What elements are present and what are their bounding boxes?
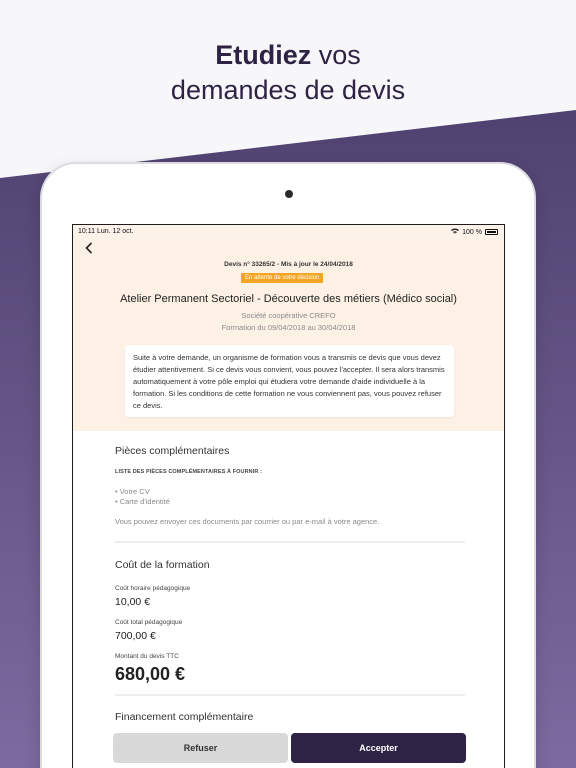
ttc-amount-value: 680,00 €: [115, 664, 186, 684]
pieces-section: [115, 445, 465, 526]
pieces-note: Vous pouvez envoyer ces documents par courrier ou par e-mail à votre agence.: [115, 517, 380, 526]
hourly-cost-value: 10,00 €: [115, 596, 151, 608]
training-period: Formation du 09/04/2018 au 30/04/2018: [221, 323, 356, 332]
headline-rest: vos: [318, 40, 361, 70]
list-item: • Carte d'identité: [115, 497, 170, 506]
accept-button[interactable]: Accepter: [291, 733, 466, 763]
cost-section: [115, 559, 465, 685]
ttc-amount-label: Montant du devis TTC: [115, 653, 179, 660]
battery-icon: [485, 229, 498, 235]
total-cost-label: Coût total pédagogique: [115, 619, 183, 626]
chevron-left-icon: [85, 241, 93, 258]
pieces-list-header: LISTE DES PIÈCES COMPLÉMENTAIRES À FOURNIR :: [115, 469, 263, 475]
status-badge: En attente de votre décision: [241, 273, 323, 283]
total-cost-value: 700,00 €: [115, 630, 156, 642]
battery-percent: 100 %: [462, 228, 482, 236]
back-button[interactable]: [85, 241, 93, 259]
device-screen: [72, 224, 505, 768]
list-item: • Votre CV: [115, 487, 150, 496]
divider: [115, 694, 465, 696]
refuse-button[interactable]: Refuser: [113, 733, 288, 763]
headline: [0, 38, 576, 108]
quote-reference: Devis n° 33265/2 - Mis à jour le 24/04/2018: [224, 261, 353, 268]
status-right: [451, 228, 498, 236]
cost-title: Coût de la formation: [115, 559, 210, 571]
quote-header: [73, 239, 504, 431]
wifi-icon: [451, 228, 459, 236]
headline-line2: demandes de devis: [170, 75, 406, 105]
pieces-title: Pièces complémentaires: [115, 445, 230, 457]
quote-title: Atelier Permanent Sectoriel - Découverte des métiers (Médico social): [120, 293, 457, 305]
hourly-cost-label: Coût horaire pédagogique: [115, 585, 191, 592]
financing-section: [115, 711, 465, 723]
action-bar: [73, 725, 504, 768]
info-box: Suite à votre demande, un organisme de formation vous a transmis ce devis que vous devez étudier attentivement. Si ce devis vous convient, vous pouvez l'accepter. Il sera alors transmis automatiquement à votre pôle emploi qui étudiera votre demande d'aide individuelle à la formation. Si les conditions de cette formation ne vous conviennent pas, vous pouvez refuser ce devis.: [125, 345, 454, 417]
financing-title: Financement complémentaire: [115, 711, 254, 723]
divider: [115, 541, 465, 543]
status-bar: [73, 225, 504, 239]
headline-bold: Etudiez: [215, 40, 312, 70]
camera-icon: [285, 190, 293, 198]
organization-name: Société coopérative CREFO: [241, 311, 336, 320]
status-time: 10:11 Lun. 12 oct.: [78, 228, 134, 235]
